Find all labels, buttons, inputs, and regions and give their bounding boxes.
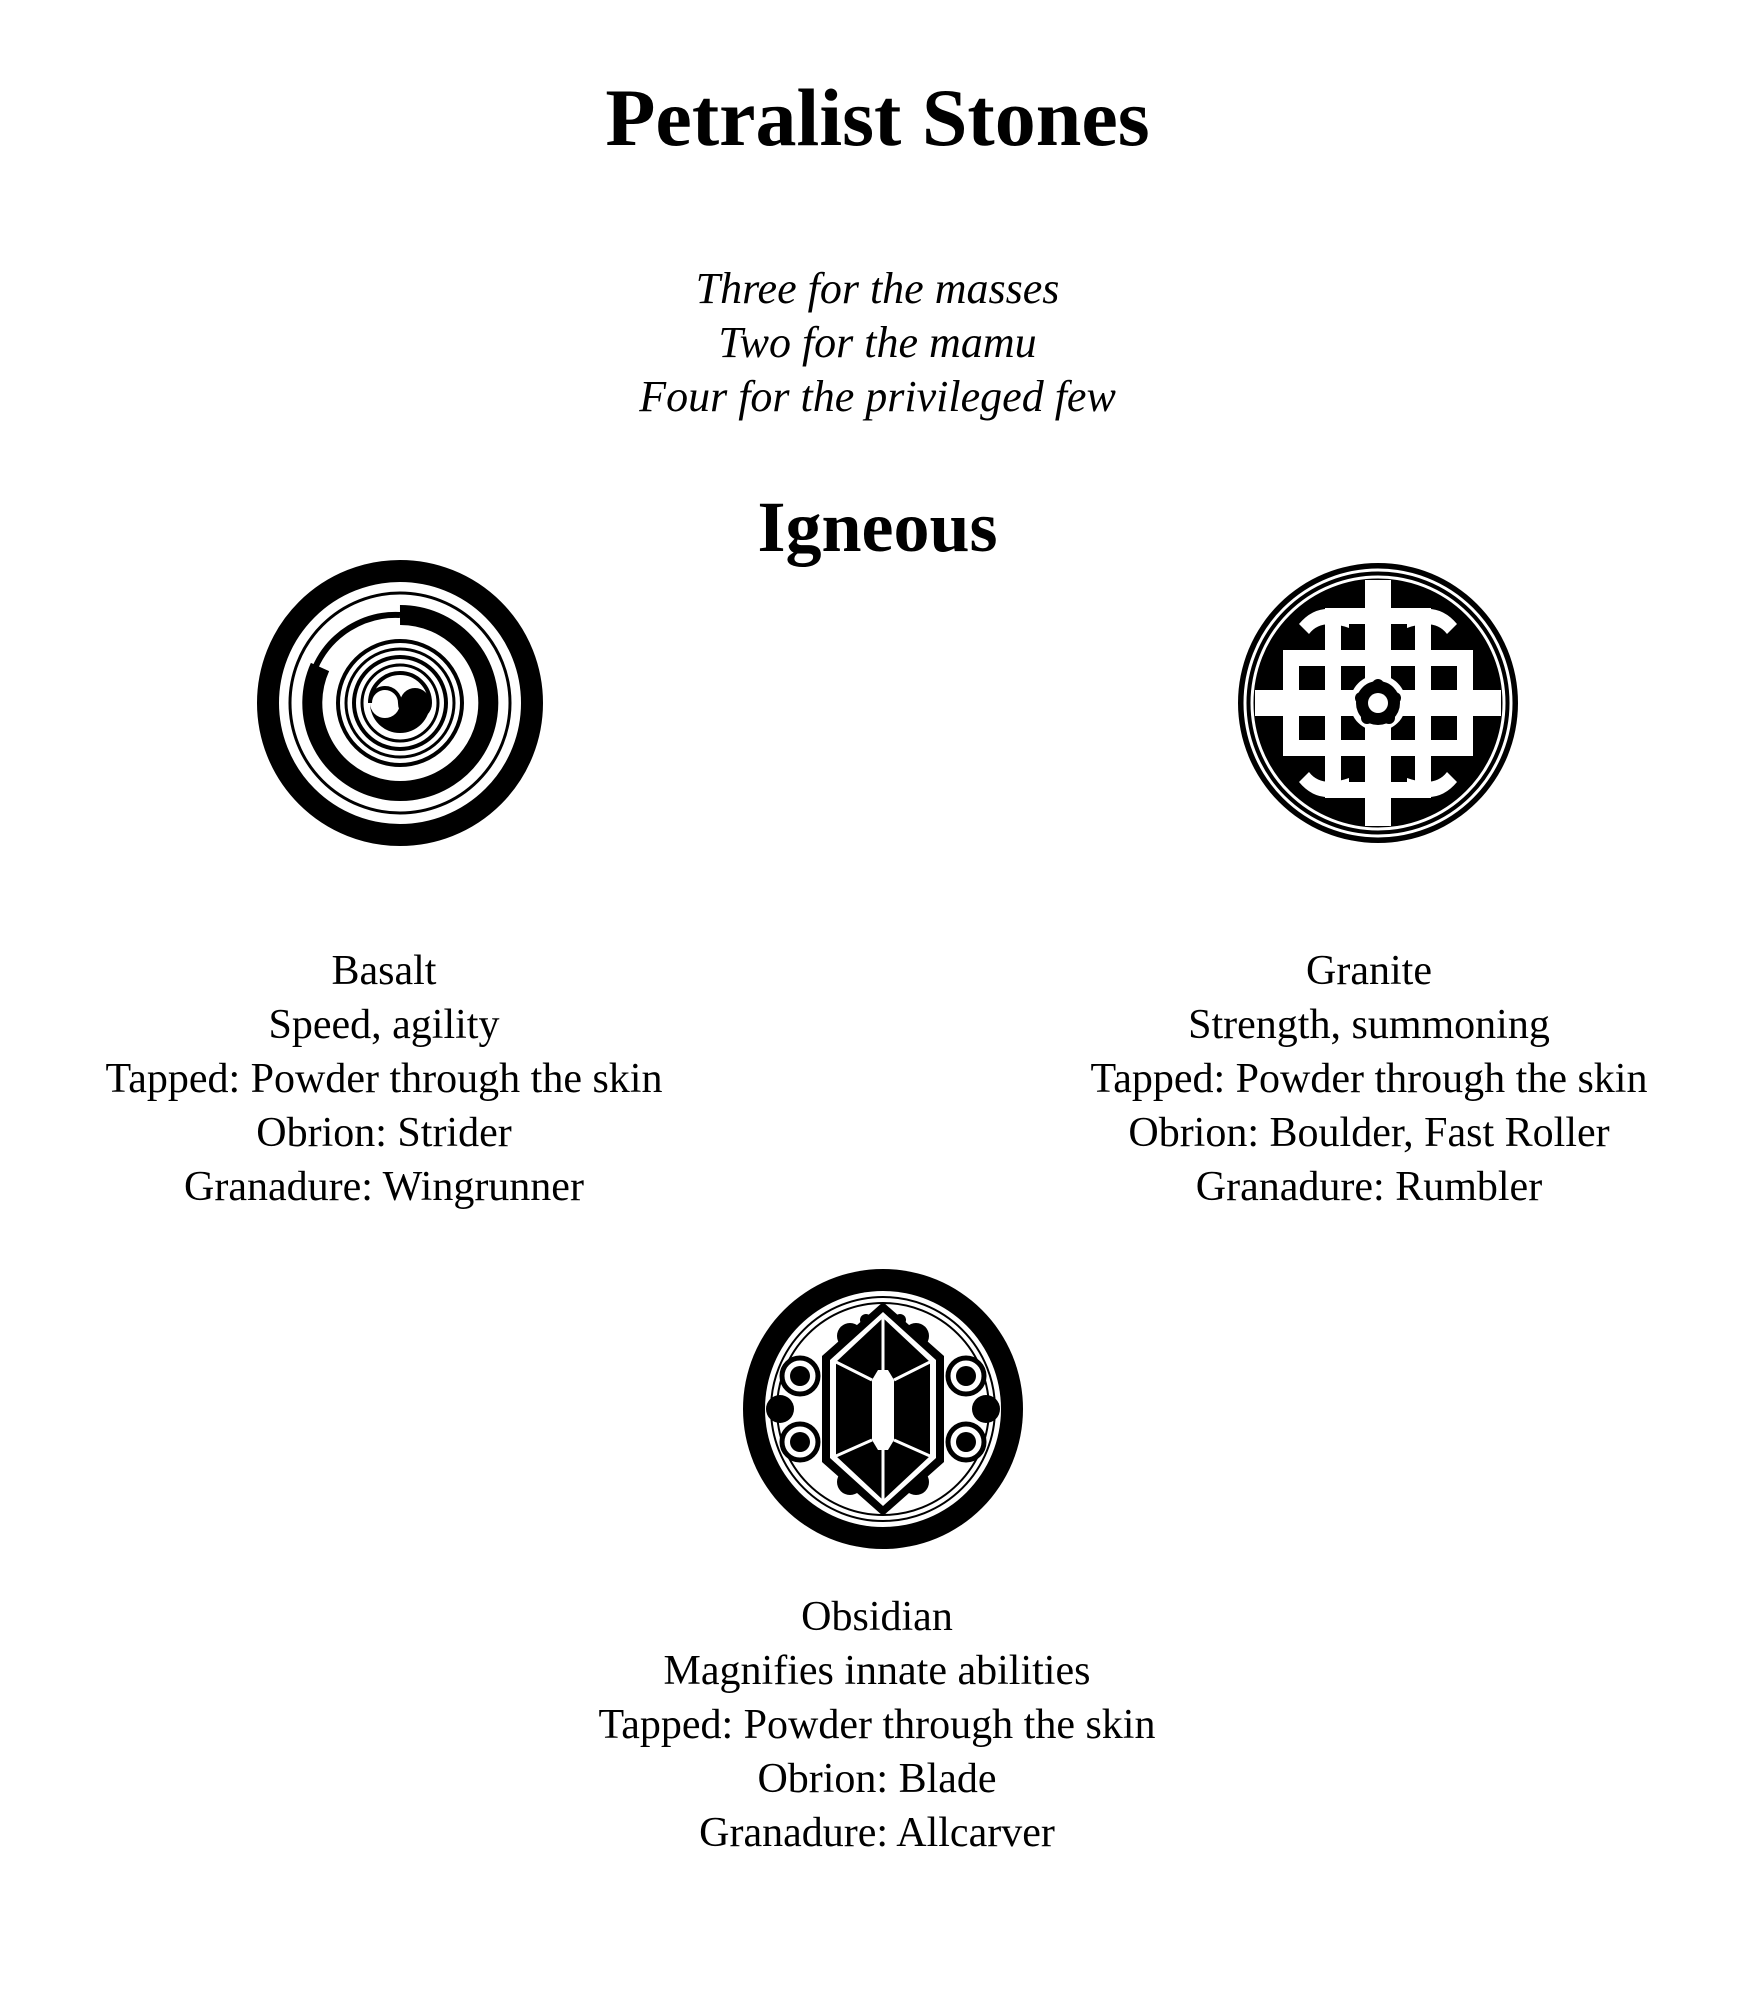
stone-granite: [989, 944, 1749, 1214]
stone-granadure: Granadure: Allcarver: [699, 1810, 1055, 1856]
page-title: Petralist Stones: [605, 72, 1150, 163]
stone-basalt: [4, 944, 764, 1214]
verse-line: Four for the privileged few: [639, 372, 1116, 421]
section-heading-igneous: Igneous: [757, 487, 998, 567]
epigraph-verse: [0, 262, 1755, 424]
stone-tapped: Tapped: Powder through the skin: [598, 1702, 1156, 1748]
stone-obsidian: [497, 1590, 1257, 1860]
celtic-knot-icon: [1233, 558, 1523, 848]
verse-line: Two for the mamu: [718, 318, 1037, 367]
stone-tapped: Tapped: Powder through the skin: [105, 1056, 663, 1102]
stone-obrion: Obrion: Blade: [757, 1756, 997, 1802]
stone-obrion: Obrion: Boulder, Fast Roller: [1128, 1110, 1610, 1156]
stone-effect: Magnifies innate abilities: [663, 1648, 1091, 1694]
spiral-icon: [255, 558, 545, 848]
stone-name: Basalt: [331, 948, 437, 994]
stone-obrion: Obrion: Strider: [256, 1110, 512, 1156]
stone-effect: Strength, summoning: [1188, 1002, 1550, 1048]
stone-effect: Speed, agility: [268, 1002, 500, 1048]
stone-granadure: Granadure: Wingrunner: [184, 1164, 584, 1210]
stone-granadure: Granadure: Rumbler: [1195, 1164, 1543, 1210]
stone-tapped: Tapped: Powder through the skin: [1090, 1056, 1648, 1102]
verse-line: Three for the masses: [695, 264, 1060, 313]
crystal-icon: [738, 1264, 1028, 1554]
stone-name: Obsidian: [801, 1594, 953, 1640]
stone-name: Granite: [1306, 948, 1432, 994]
